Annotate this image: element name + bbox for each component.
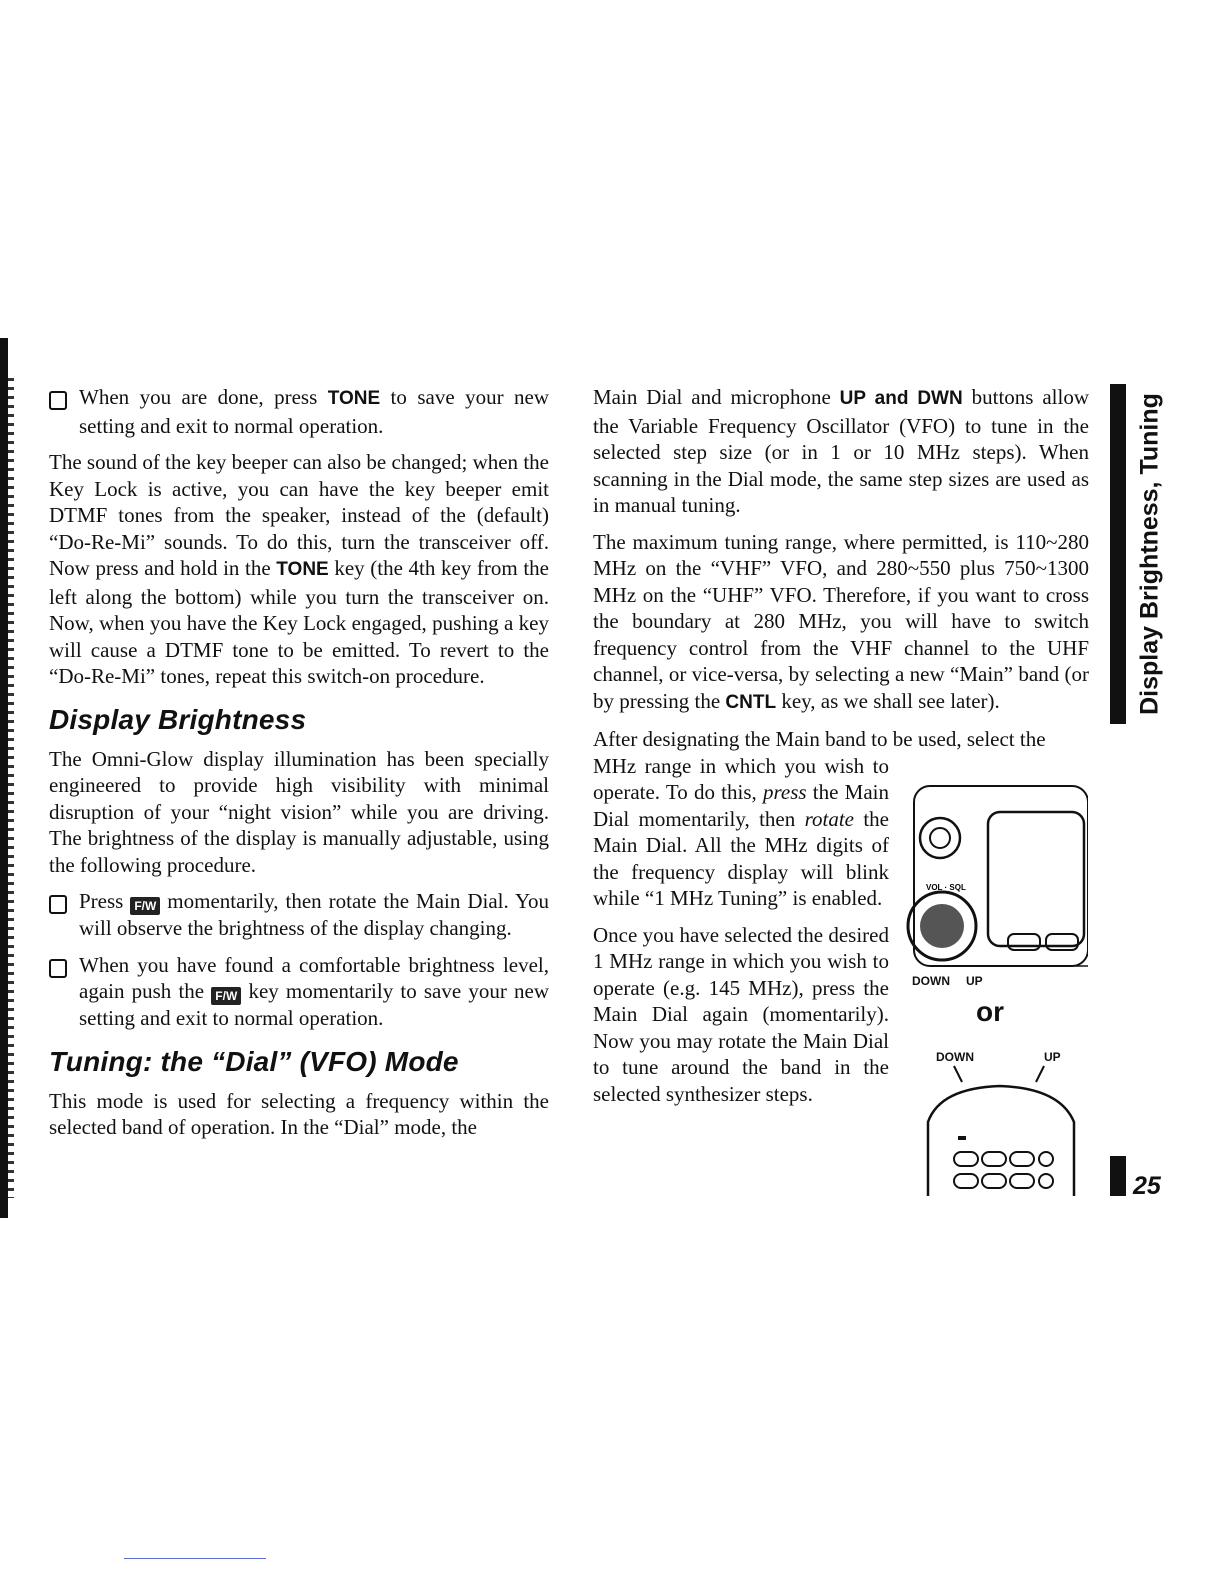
fw-key-icon: F/W (130, 897, 160, 915)
step-found-brightness (49, 952, 549, 1032)
fw-key-icon: F/W (211, 987, 241, 1005)
right-column (593, 384, 1089, 1107)
paragraph-omniglow: The Omni-Glow display illumination has been specially engineered to provide high visibility with minimal disruption of your “night vision” while you are driving. The brightness of the display is manually adjustable, using the following procedure. (49, 746, 549, 877)
radio-up-label: UP (966, 974, 983, 988)
microphone-icon (900, 1002, 1088, 1198)
key-name-up-dwn: UP and DWN (839, 388, 963, 409)
left-column (49, 384, 549, 1151)
text: to save your new setting and exit to normal operation. (79, 385, 549, 438)
text: the Main Dial. All the MHz digits of the frequency display will blink while “1 MHz Tuning” is enabled. (593, 806, 889, 910)
mic-up-label: UP (1044, 1050, 1061, 1064)
text: When you have found a comfortable brightness level, again push the (79, 952, 549, 1003)
key-name-tone: TONE (327, 388, 381, 409)
sidebar-tab-bottom (1110, 1156, 1126, 1196)
text: key momentarily to save your new setting and exit to normal operation. (79, 979, 549, 1030)
microphone-illustration (900, 996, 1088, 1198)
or-text: or (976, 996, 1004, 1027)
text: momentarily, then rotate the Main Dial. You will observe the brightness of the display changing. (79, 889, 550, 940)
paragraph-after-designating-line1: After designating the Main band to be used, select the (593, 727, 1046, 751)
checkbox-icon (49, 391, 67, 410)
text: The maximum tuning range, where permitted, is 110~280 MHz on the “VHF” VFO, and 280~550 plus 750~1300 MHz on the “UHF” VFO. Therefore, if you want to cross the boundary at 280 MHz, you will have to switch frequency control from the VHF channel to the UHF channel, or vice-versa, by selecting a new “Main” band (or by pressing the (593, 529, 1089, 713)
text: key, as we shall see later). (776, 688, 1000, 713)
emphasis-rotate: rotate (804, 806, 854, 831)
paragraph-max-range (593, 529, 1089, 717)
text: buttons allow the Variable Frequency Oscillator (VFO) to tune in the selected step size (or in 1 or 10 MHz steps). When scanning in the Dial mode, the same step sizes are used as in manual tuning. (593, 385, 1089, 517)
binding-edge (0, 338, 10, 1218)
key-name-cntl: CNTL (725, 691, 777, 713)
text: key (the 4th key from the left along the bottom) while you turn the transceiver on. Now, when you have the Key Lock engaged, pushing a key will cause a DTMF tone to be emitted. To revert to the “Do-Re-Mi” tones, repeat this switch-on procedure. (49, 556, 549, 688)
radio-panel-icon (900, 776, 1088, 994)
text: Main Dial and microphone (593, 385, 840, 409)
step-done-tone (49, 384, 549, 439)
sidebar-tab (1110, 384, 1126, 724)
heading-display-brightness: Display Brightness (49, 703, 307, 735)
footer-rule (124, 1558, 266, 1559)
step-press-fw (49, 888, 549, 942)
emphasis-press: press (763, 780, 807, 804)
checkbox-icon (49, 895, 67, 914)
mic-down-label: DOWN (936, 1050, 974, 1064)
paragraph-after-designating (593, 753, 889, 912)
paragraph-once-selected: Once you have selected the desired 1 MHz range in which you wish to operate (e.g. 145 MHz), press the Main Dial again (momentarily). Now you may rotate the Main Dial to tune around the band in the selected synthesizer steps. (593, 922, 889, 1106)
paragraph-main-dial (593, 384, 1089, 519)
text: Press (79, 889, 131, 913)
page-number: 25 (1133, 1172, 1161, 1200)
paragraph-beeper (49, 449, 549, 690)
text: The sound of the key beeper can also be changed; when the Key Lock is active, you can have the key beeper emit DTMF tones from the speaker, instead of the (default) “Do-Re-Mi” sounds. To do this, turn the transceiver off. Now press and hold in the (49, 450, 549, 580)
text: When you are done, press (79, 385, 328, 409)
text: MHz range in which you wish to operate. To do this, (593, 753, 889, 804)
heading-tuning-dial-mode: Tuning: the “Dial” (VFO) Mode (49, 1045, 459, 1077)
key-name-tone: TONE (276, 559, 329, 580)
radio-front-panel-illustration (900, 776, 1088, 994)
paragraph-mode: This mode is used for selecting a frequency within the selected band of operation. In the “Dial” mode, the (49, 1088, 549, 1139)
text: the Main Dial momentarily, then (593, 780, 889, 831)
sidebar-section-title: Display Brightness, Tuning (1135, 393, 1164, 715)
radio-down-label: DOWN (912, 974, 950, 988)
checkbox-icon (49, 959, 67, 978)
svg-text:VOL · SQL: VOL · SQL (926, 883, 966, 892)
